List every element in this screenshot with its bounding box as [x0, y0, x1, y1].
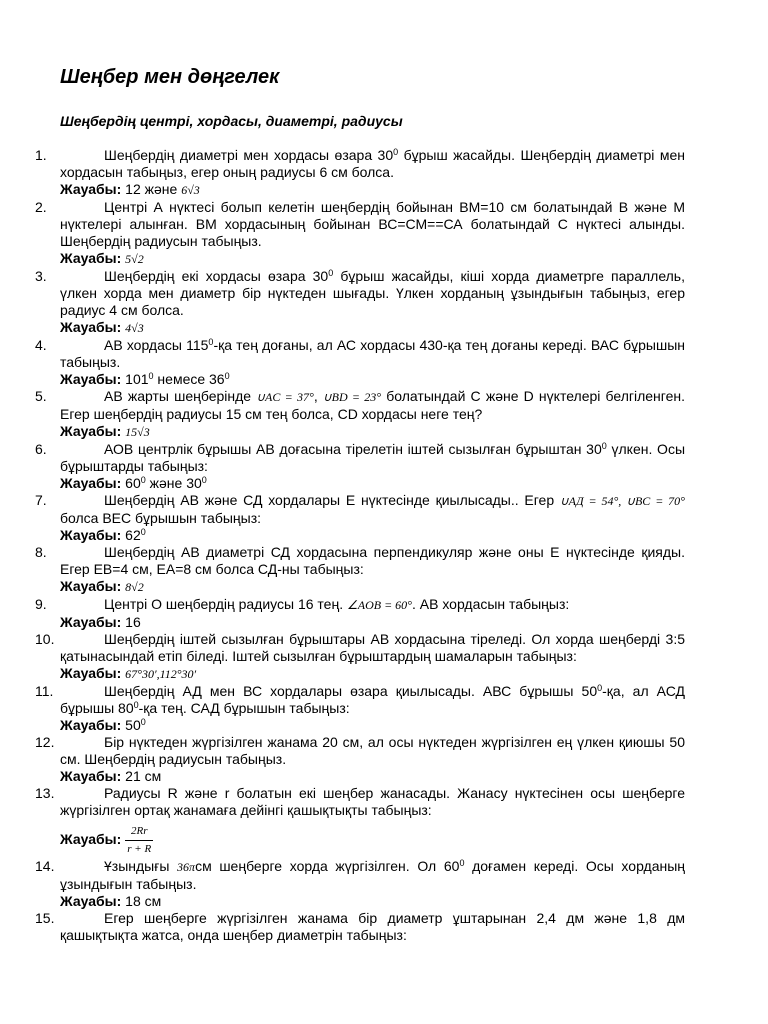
problem-6 [0, 441, 768, 492]
answer [60, 527, 685, 544]
text-part: Шеңбердің АВ және СД хордалары Е нүктесінде қиылысады.. Егер [104, 492, 560, 508]
answer [60, 319, 685, 337]
answer-formula: 5√2 [125, 252, 144, 266]
answer [60, 475, 685, 492]
answer-formula: 6√3 [181, 183, 200, 197]
problem-number: 15. [35, 910, 55, 926]
degree-sup: 0 [148, 371, 154, 381]
problem-number: 2. [35, 199, 47, 215]
degree-sup: 0 [459, 858, 465, 868]
fraction-denominator: r + R [127, 843, 152, 855]
answer [60, 768, 685, 785]
text-part: доғамен кереді. Осы хорданың ұзындығын табыңыз. [60, 858, 686, 892]
problem-text [60, 268, 685, 319]
section-subtitle: Шеңбердің центрі, хордасы, диаметрі, радиусы [60, 113, 403, 129]
problem-15 [0, 910, 768, 944]
text-part: Шеңбердің диаметрі мен хордасы өзара 30 [104, 147, 394, 163]
problem-text [60, 147, 685, 181]
problem-7 [0, 492, 768, 544]
problem-list [0, 147, 768, 944]
problem-number: 14. [35, 858, 55, 874]
degree-sup: 0 [208, 337, 214, 347]
answer-formula: 67°30′,112°30′ [125, 667, 197, 681]
problem-number: 11. [35, 683, 54, 699]
answer-text: 101 [121, 371, 149, 387]
text-part: АВ хордасы 115 [104, 337, 209, 353]
problem-2 [0, 199, 768, 268]
problem-text [60, 683, 685, 717]
text-part: Шеңбердің екі хордасы өзара 30 [104, 268, 329, 284]
answer [60, 371, 685, 388]
answer [60, 717, 685, 734]
answer-label: Жауабы: [60, 319, 122, 335]
degree-sup: 0 [140, 527, 146, 537]
answer-label: Жауабы: [60, 717, 122, 733]
answer-label: Жауабы: [60, 181, 122, 197]
answer-label: Жауабы: [60, 893, 122, 909]
text-part: болатындай С және D нүктелері белгіленген. Егер шеңбердің радиусы 15 см тең болса, CD хордасы неге тең? [60, 388, 685, 422]
text-part: Центрі О шеңбердің радиусы 16 тең. [104, 596, 347, 612]
problem-text: Шеңбердің АВ диаметрі СД хордасына перпендикуляр және оны Е нүктесінде қияды. Егер ЕВ=4 см, ЕА=8 см болса СД-ны табыңыз: [60, 544, 685, 577]
problem-9 [0, 596, 768, 631]
degree-sup: 0 [201, 475, 207, 485]
text-part: АВ жарты шеңберінде [104, 388, 257, 404]
answer-label: Жауабы: [60, 768, 122, 784]
answer-text: 18 см [121, 893, 162, 909]
answer-label: Жауабы: [60, 578, 122, 594]
problem-number: 6. [35, 441, 47, 457]
problem-4 [0, 337, 768, 388]
problem-10 [0, 631, 768, 683]
text-part: АОВ центрлік бұрышы АВ доғасына тірелетін іштей сызылған бұрыштан 30 [104, 441, 602, 457]
problem-text [60, 337, 685, 371]
problem-14 [0, 858, 768, 910]
answer [60, 893, 685, 910]
answer-label: Жауабы: [60, 423, 122, 439]
degree-sup: 0 [133, 700, 139, 710]
text-part: үлкен. Осы бұрыштарды табыңыз: [60, 441, 686, 474]
text-part: -қа тең. САД бұрышын табыңыз: [138, 700, 350, 716]
arc-formula: ∪BD = 23° [322, 390, 382, 404]
problem-number: 8. [35, 544, 47, 560]
problem-11 [0, 683, 768, 734]
problem-5 [0, 388, 768, 441]
problem-12 [0, 734, 768, 785]
degree-sup: 0 [597, 683, 603, 693]
answer-label: Жауабы: [60, 665, 122, 681]
angle-formula: ∠AOB = 60° [346, 598, 412, 612]
text-part: см шеңберге хорда жүргізілген. Ол 60 [195, 858, 460, 874]
text-part: Ұзындығы [104, 858, 178, 874]
answer-label: Жауабы: [60, 371, 122, 387]
answer [60, 614, 685, 631]
degree-sup: 0 [140, 717, 146, 727]
problem-number: 10. [35, 631, 55, 647]
problem-number: 1. [35, 147, 47, 163]
problem-text: Егер шеңберге жүргізілген жанама бір диаметр ұштарынан 2,4 дм және 1,8 дм қашықтықта жатса, онда шеңбер диаметрін табыңыз: [60, 910, 685, 943]
answer-text: 50 [121, 717, 141, 733]
answer-text: 62 [121, 527, 141, 543]
problem-13 [0, 785, 768, 858]
answer [60, 823, 685, 858]
problem-text [60, 441, 685, 475]
text-part: -қа тең доғаны, ал АС хордасы 430-қа тең доғаны кереді. ВАС бұрышын табыңыз. [60, 337, 685, 370]
answer-formula: 15√3 [125, 425, 150, 439]
problem-text: Центрі А нүктесі болып келетін шеңбердің бойынан ВМ=10 см болатындай В және М нүктелері алынған. ВМ хордасының бойынан ВС=СМ==СА болатындай С нүктесі алынды. Шеңбердің радиусын табыңыз. [60, 199, 685, 249]
text-part: болса ВЕС бұрышын табыңыз: [60, 510, 262, 526]
problem-text [60, 596, 685, 614]
problem-text: Бір нүктеден жүргізілген жанама 20 см, ал осы нүктеден жүргізілген ең үлкен қиюшы 50 см. Шеңбердің радиусын табыңыз. [60, 734, 685, 767]
answer [60, 423, 685, 441]
length-formula: 36π [177, 860, 196, 874]
text-part: бұрыш жасайды, кіші хорда диаметрге параллель, үлкен хорда мен диаметр бір нүктеден шығады. Үлкен хорданың ұзындығын табыңыз, егер радиус 4 см болса. [60, 268, 685, 318]
text-part: -қа, ал АСД бұрышы 80 [60, 683, 685, 716]
arc-formula: ∪AД = 54°, ∪BC = 70° [559, 494, 685, 508]
answer [60, 578, 685, 596]
answer-text: немесе 36 [153, 371, 225, 387]
answer [60, 665, 685, 683]
problem-text [60, 492, 685, 527]
answer-formula: 8√2 [125, 580, 144, 594]
answer-label: Жауабы: [60, 527, 122, 543]
answer-label: Жауабы: [60, 614, 122, 630]
problem-text: Шеңбердің іштей сызылған бұрыштары АВ хордасына тіреледі. Ол хорда шеңберді 3:5 қатынасындай етіп біледі. Іштей сызылған бұрыштардың шамаларын табыңыз: [60, 631, 685, 664]
text-part: , [313, 388, 323, 404]
degree-sup: 0 [328, 268, 334, 278]
problem-number: 9. [35, 596, 47, 612]
degree-sup: 0 [601, 441, 607, 451]
problem-text: Радиусы R және r болатын екі шеңбер жанасады. Жанасу нүктесінен осы шеңберге жүргізілген ортақ жанамаға дейінгі қашықтықты табыңыз: [60, 785, 685, 818]
answer [60, 250, 685, 268]
degree-sup: 0 [140, 475, 146, 485]
problem-number: 13. [35, 785, 55, 801]
problem-number: 3. [35, 268, 47, 284]
answer-text: 16 [121, 614, 141, 630]
page-title: Шеңбер мен дөңгелек [60, 66, 280, 88]
arc-formula: ∪AC = 37° [256, 390, 314, 404]
problem-text [60, 388, 685, 423]
text-part: Шеңбердің АД мен ВС хордалары өзара қиылысады. АВС бұрышы 50 [104, 683, 598, 699]
answer-fraction [125, 823, 153, 858]
problem-number: 5. [35, 388, 47, 404]
answer-label: Жауабы: [60, 831, 122, 848]
fraction-numerator: 2Rr [125, 823, 153, 841]
answer-text: және 30 [145, 475, 202, 491]
problem-3 [0, 268, 768, 337]
problem-8 [0, 544, 768, 596]
problem-number: 4. [35, 337, 47, 353]
text-part: бұрыш жасайды. Шеңбердің диаметрі мен хордасын табыңыз, егер оның радиусы 6 см болса. [60, 147, 685, 180]
problem-text [60, 858, 685, 893]
answer-text: 21 см [121, 768, 162, 784]
answer-label: Жауабы: [60, 250, 122, 266]
text-part: . АВ хордасын табыңыз: [411, 596, 570, 612]
answer-label: Жауабы: [60, 475, 122, 491]
problem-1 [0, 147, 768, 199]
answer-formula: 4√3 [125, 321, 144, 335]
problem-number: 12. [35, 734, 55, 750]
degree-sup: 0 [224, 371, 230, 381]
answer-text: 60 [121, 475, 141, 491]
problem-number: 7. [35, 492, 47, 508]
answer-text: 12 және [121, 181, 182, 197]
degree-sup: 0 [393, 147, 399, 157]
answer [60, 181, 685, 199]
